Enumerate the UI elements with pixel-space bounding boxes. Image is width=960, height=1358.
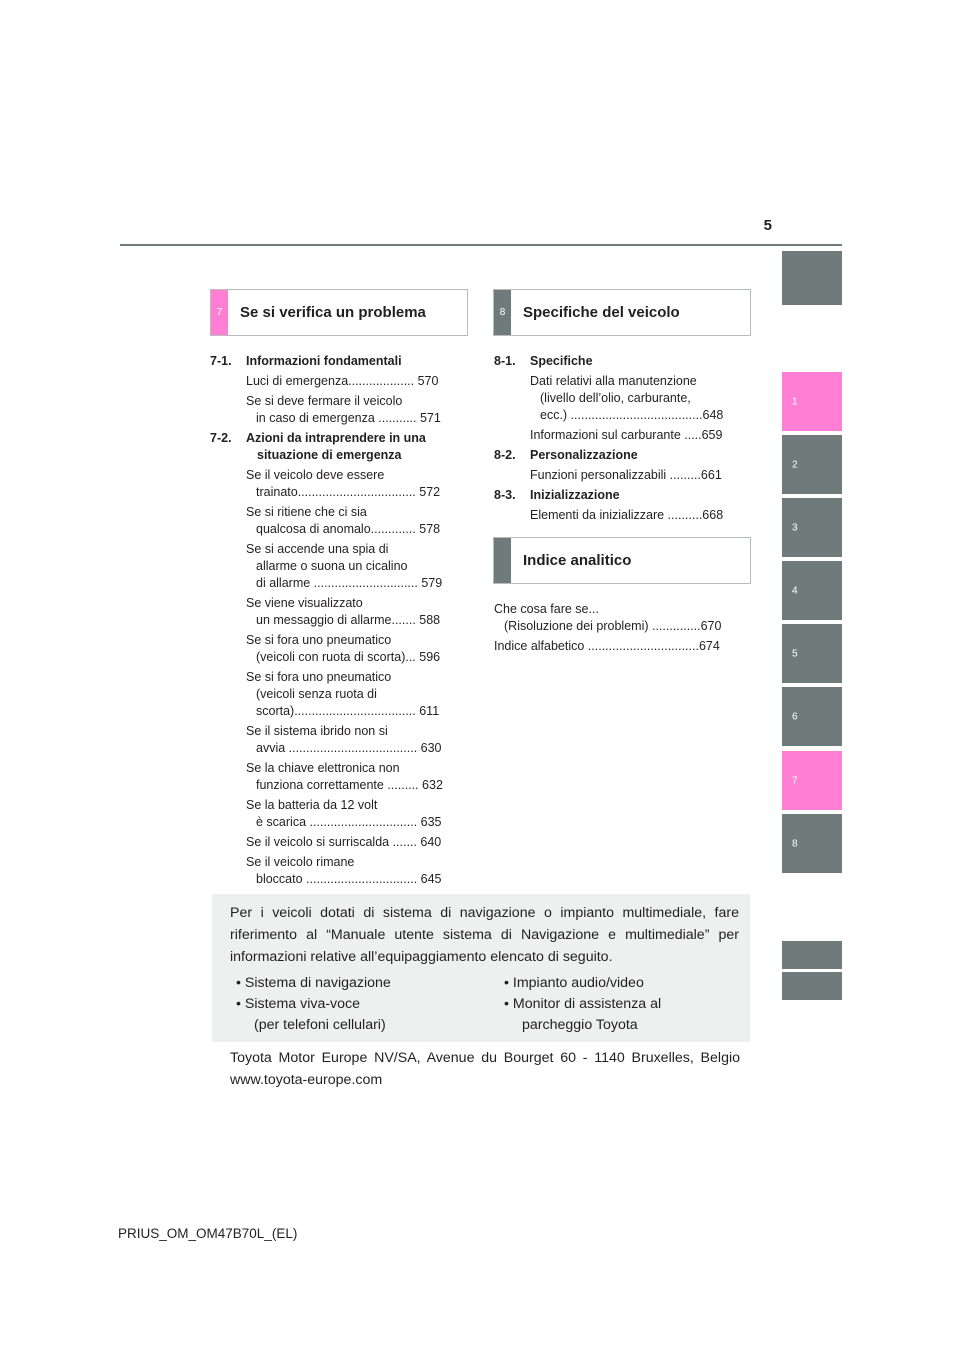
section-title: Specifiche del veicolo	[523, 304, 680, 321]
toc-entry-text: un messaggio di allarme....... 588	[256, 613, 441, 627]
section-marker	[494, 538, 511, 583]
toc-chapter[interactable]	[210, 430, 467, 464]
side-tab-label: 6	[792, 711, 798, 722]
toc-entry[interactable]	[494, 638, 751, 655]
toc-entry[interactable]	[210, 632, 467, 666]
toc-chapter-number: 7-1.	[210, 354, 232, 368]
side-tab-label: 7	[792, 775, 798, 786]
toc-entry-text: Se si ritiene che ci sia	[246, 505, 367, 519]
side-tab-4[interactable]	[782, 561, 842, 620]
section-title: Se si verifica un problema	[240, 304, 426, 321]
side-tab-2[interactable]	[782, 435, 842, 494]
toc-entry-text: Luci di emergenza................... 570	[246, 374, 439, 388]
toc-entry[interactable]	[494, 467, 751, 484]
side-tab-1[interactable]	[782, 372, 842, 431]
toc-entry[interactable]	[494, 507, 751, 524]
section-title: Indice analitico	[523, 552, 632, 569]
toc-chapter-number: 8-3.	[494, 488, 516, 502]
side-tab-8[interactable]	[782, 814, 842, 873]
toc-entry-text: Se il veicolo rimane	[246, 855, 355, 869]
publisher-address: Toyota Motor Europe NV/SA, Avenue du Bourget 60 - 1140 Bruxelles, Belgio www.toyota-europe.com	[230, 1050, 740, 1088]
toc-entry-text: di allarme .............................. 579	[256, 576, 443, 590]
toc-entry-text: bloccato ................................ 645	[256, 872, 442, 886]
toc-entry-text: è scarica ............................... 635	[256, 815, 442, 829]
toc-entry-text: Se si deve fermare il veicolo	[246, 394, 403, 408]
toc-entry[interactable]	[210, 541, 467, 592]
toc-entry[interactable]	[210, 373, 467, 390]
bullet-item: • Sistema di navigazione	[236, 975, 391, 991]
side-tab-label: 2	[792, 459, 798, 470]
side-tab-5[interactable]	[782, 624, 842, 683]
toc-entry-text: Se si fora uno pneumatico	[246, 670, 392, 684]
toc-entry-text: (livello dell’olio, carburante,	[540, 391, 691, 405]
toc-left-column	[210, 353, 467, 891]
toc-entry[interactable]	[210, 760, 467, 794]
info-text: Per i veicoli dotati di sistema di navigazione o impianto multimediale, fare riferimento al “Manuale utente sistema di Navigazione e multimediale” per informazioni relative all’equipaggiamento elencato di seguito.	[230, 905, 739, 965]
top-rule	[120, 244, 842, 246]
toc-entry-text: Se viene visualizzato	[246, 596, 363, 610]
side-tab-label: 8	[792, 838, 798, 849]
toc-entry-text: Funzioni personalizzabili .........661	[530, 468, 722, 482]
toc-entry-text: scorta)................................... 611	[256, 704, 440, 718]
toc-entry-text: in caso di emergenza ........... 571	[256, 411, 441, 425]
toc-right-column	[494, 353, 751, 527]
bullet-item: parcheggio Toyota	[522, 1017, 638, 1033]
toc-chapter-number: 7-2.	[210, 431, 232, 445]
toc-chapter-title: Inizializzazione	[530, 488, 620, 502]
toc-chapter[interactable]	[494, 447, 751, 464]
side-tab-3[interactable]	[782, 498, 842, 557]
toc-entry-text: allarme o suona un cicalino	[256, 559, 408, 573]
toc-entry-text: Se si accende una spia di	[246, 542, 389, 556]
side-tab-7[interactable]	[782, 751, 842, 810]
toc-entry-text: Se la batteria da 12 volt	[246, 798, 378, 812]
toc-chapter-number: 8-1.	[494, 354, 516, 368]
toc-entry-text: Che cosa fare se...	[494, 602, 599, 616]
toc-entry-text: Informazioni sul carburante .....659	[530, 428, 723, 442]
toc-entry-text: funziona correttamente ......... 632	[256, 778, 443, 792]
page-number: 5	[763, 217, 772, 234]
toc-chapter-title: Personalizzazione	[530, 448, 638, 462]
toc-entry-text: avvia ..................................... 630	[256, 741, 442, 755]
toc-entry-text: Dati relativi alla manutenzione	[530, 374, 697, 388]
toc-entry-text: Se il veicolo si surriscalda ....... 640	[246, 835, 442, 849]
toc-entry-text: (veicoli con ruota di scorta)... 596	[256, 650, 441, 664]
toc-entry[interactable]	[210, 723, 467, 757]
section-header-index	[493, 537, 751, 584]
toc-chapter-title: Azioni da intraprendere in una	[246, 431, 426, 445]
toc-chapter-title: Specifiche	[530, 354, 593, 368]
toc-entry-text: (veicoli senza ruota di	[256, 687, 377, 701]
toc-entry-text: (Risoluzione dei problemi) ..............670	[504, 619, 722, 633]
toc-entry-text: Se il veicolo deve essere	[246, 468, 385, 482]
toc-entry[interactable]	[210, 669, 467, 720]
toc-entry[interactable]	[210, 504, 467, 538]
toc-entry[interactable]	[210, 854, 467, 888]
section-marker: 8	[494, 290, 511, 335]
toc-entry-text: Se si fora uno pneumatico	[246, 633, 392, 647]
section-marker: 7	[211, 290, 228, 335]
toc-entry[interactable]	[494, 427, 751, 444]
section-header-specs	[493, 289, 751, 336]
side-tab-top-blank[interactable]	[782, 251, 842, 305]
toc-index-column	[494, 601, 751, 658]
toc-entry[interactable]	[210, 834, 467, 851]
side-tab-label: 1	[792, 396, 798, 407]
bullet-item: (per telefoni cellulari)	[254, 1017, 386, 1033]
toc-chapter[interactable]	[494, 353, 751, 370]
side-tab-label: 3	[792, 522, 798, 533]
toc-entry-text: Se la chiave elettronica non	[246, 761, 400, 775]
toc-chapter[interactable]	[494, 487, 751, 504]
bullet-item: • Sistema viva-voce	[236, 996, 361, 1012]
footer-code: PRIUS_OM_OM47B70L_(EL)	[118, 1226, 298, 1241]
toc-chapter-number: 8-2.	[494, 448, 516, 462]
side-tab-bottom-blank-1[interactable]	[782, 941, 842, 969]
side-tab-label: 4	[792, 585, 798, 596]
toc-chapter[interactable]	[210, 353, 467, 370]
toc-chapter-title: situazione di emergenza	[257, 448, 402, 462]
toc-entry-text: ecc.) ......................................648	[540, 408, 724, 422]
info-box	[212, 894, 750, 1042]
bullet-item: • Monitor di assistenza al	[504, 996, 662, 1012]
toc-entry-text: qualcosa di anomalo............. 578	[256, 522, 441, 536]
side-tab-bottom-blank-2[interactable]	[782, 972, 842, 1000]
bullet-list-left	[236, 973, 391, 1036]
bullet-list-right	[504, 973, 661, 1036]
toc-entry[interactable]	[494, 601, 751, 635]
side-tab-label: 5	[792, 648, 798, 659]
toc-entry[interactable]	[494, 373, 751, 424]
toc-entry[interactable]	[210, 467, 467, 501]
toc-entry[interactable]	[210, 797, 467, 831]
bullet-item: • Impianto audio/video	[504, 975, 644, 991]
toc-entry[interactable]	[210, 595, 467, 629]
section-header-problems	[210, 289, 468, 336]
side-tab-6[interactable]	[782, 687, 842, 746]
toc-entry[interactable]	[210, 393, 467, 427]
toc-chapter-title: Informazioni fondamentali	[246, 354, 402, 368]
toc-entry-text: Se il sistema ibrido non si	[246, 724, 388, 738]
toc-entry-text: Indice alfabetico ................................674	[494, 639, 720, 653]
toc-entry-text: trainato.................................. 572	[256, 485, 441, 499]
toc-entry-text: Elementi da inizializzare ..........668	[530, 508, 724, 522]
